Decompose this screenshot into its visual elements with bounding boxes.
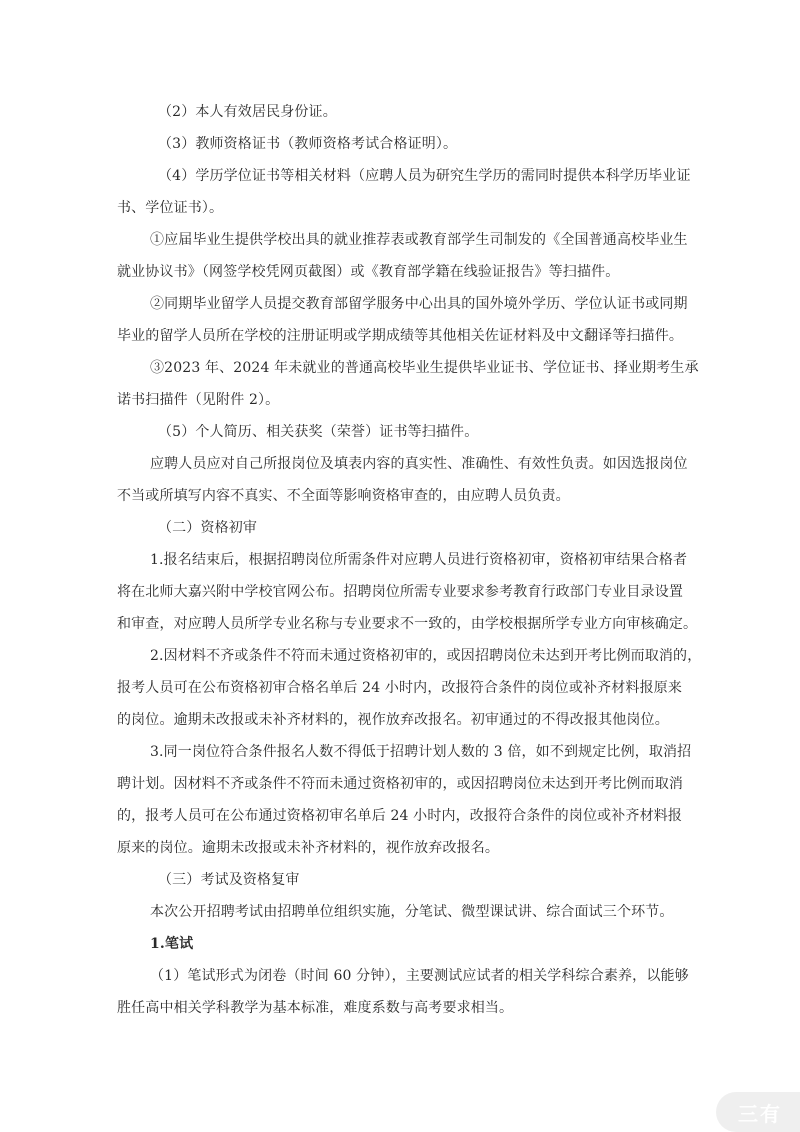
paragraph-line: 应聘人员应对自己所报岗位及填表内容的真实性、准确性、有效性负责。如因选报岗位 (150, 456, 688, 472)
section-heading: （三）考试及资格复审 (158, 872, 300, 888)
paragraph-line: 1.报名结束后，根据招聘岗位所需条件对应聘人员进行资格初审，资格初审结果合格者 (150, 552, 688, 568)
paragraph-line: （3）教师资格证书（教师资格考试合格证明）。 (158, 136, 458, 152)
paragraph-line: ②同期毕业留学人员提交教育部留学服务中心出具的国外境外学历、学位认证书或同期 (150, 296, 688, 312)
paragraph-line: 本次公开招聘考试由招聘单位组织实施，分笔试、微型课试讲、综合面试三个环节。 (150, 904, 674, 920)
paragraph-line: 和审查，对应聘人员所学专业名称与专业要求不一致的，由学校根据所学专业方向审核确定。 (117, 616, 698, 632)
paragraph-line: 诺书扫描件（见附件 2）。 (117, 392, 280, 408)
paragraph-line: ③2023 年、2024 年未就业的普通高校毕业生提供毕业证书、学位证书、择业期考生承 (150, 360, 699, 376)
watermark-badge (716, 1092, 800, 1132)
paragraph-line: ①应届毕业生提供学校出具的就业推荐表或教育部学生司制发的《全国普通高校毕业生 (150, 232, 688, 248)
paragraph-line: 的岗位。逾期未改报或未补齐材料的，视作放弃改报名。初审通过的不得改报其他岗位。 (117, 712, 669, 728)
paragraph-line: 2.因材料不齐或条件不符而未通过资格初审的，或因招聘岗位未达到开考比例而取消的， (150, 648, 702, 664)
section-heading: （二）资格初审 (158, 520, 258, 536)
paragraph-line: 不当或所填写内容不真实、不全面等影响资格审查的，由应聘人员负责。 (117, 488, 570, 504)
paragraph-line: 报考人员可在公布资格初审合格名单后 24 小时内，改报符合条件的岗位或补齐材料报原来 (117, 680, 683, 696)
paragraph-line: 书、学位证书）。 (117, 200, 224, 216)
paragraph-line: 胜任高中相关学科教学为基本标准，难度系数与高考要求相当。 (117, 1000, 514, 1016)
watermark-text: 三有 (738, 1101, 782, 1126)
paragraph-line: 毕业的留学人员所在学校的注册证明或学期成绩等其他相关佐证材料及中文翻译等扫描件。 (117, 328, 683, 344)
paragraph-line: （5）个人简历、相关获奖（荣誉）证书等扫描件。 (158, 424, 479, 440)
paragraph-line: 将在北师大嘉兴附中学校官网公布。招聘岗位所需专业要求参考教育行政部门专业目录设置 (117, 584, 683, 600)
paragraph-line: （4）学历学位证书等相关材料（应聘人员为研究生学历的需同时提供本科学历毕业证 (158, 168, 691, 184)
paragraph-line: 3.同一岗位符合条件报名人数不得低于招聘计划人数的 3 倍，如不到规定比例，取消招 (150, 744, 692, 760)
paragraph-line: 的，报考人员可在公布通过资格初审名单后 24 小时内，改报符合条件的岗位或补齐材料报 (117, 808, 683, 824)
paragraph-line: （1）笔试形式为闭卷（时间 60 分钟），主要测试应试者的相关学科综合素养，以能够 (150, 968, 689, 984)
paragraph-line: 聘计划。因材料不齐或条件不符而未通过资格初审的，或因招聘岗位未达到开考比例而取消 (117, 776, 683, 792)
paragraph-line: （2）本人有效居民身份证。 (158, 104, 337, 120)
paragraph-line: 原来的岗位。逾期未改报或未补齐材料的，视作放弃改报名。 (117, 840, 500, 856)
paragraph-line: 就业协议书》（网签学校凭网页截图）或《教育部学籍在线验证报告》等扫描件。 (117, 264, 620, 280)
subsection-heading: 1.笔试 (150, 936, 194, 952)
